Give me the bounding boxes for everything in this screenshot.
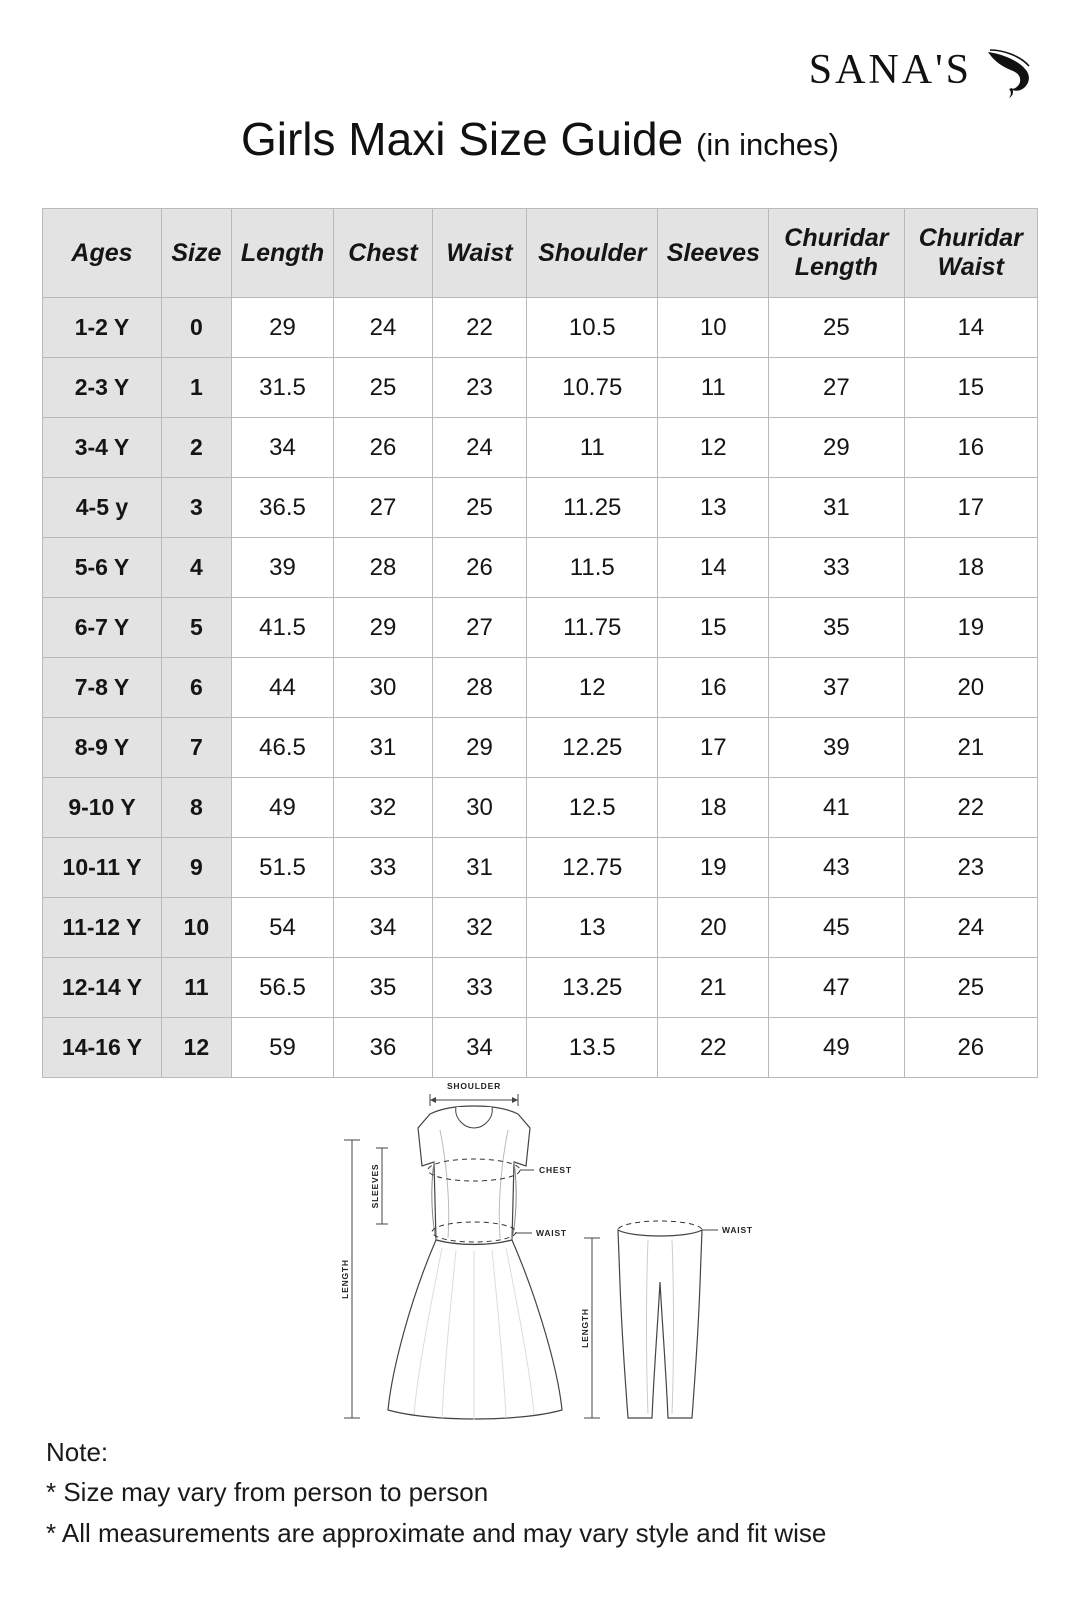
cell-chest: 29 — [334, 598, 432, 658]
cell-sleeves: 16 — [658, 658, 769, 718]
measurement-diagram — [330, 1070, 770, 1440]
cell-churidar-length: 45 — [769, 898, 904, 958]
cell-waist: 23 — [432, 358, 526, 418]
cell-shoulder: 10.75 — [527, 358, 658, 418]
page-title-sub: (in inches) — [696, 127, 839, 162]
column-header-waist — [432, 209, 526, 298]
cell-chest: 28 — [334, 538, 432, 598]
notes-line-1: * Size may vary from person to person — [46, 1477, 489, 1508]
cell-churidar-length: 37 — [769, 658, 904, 718]
cell-length: 36.5 — [231, 478, 334, 538]
cell-shoulder: 13.5 — [527, 1018, 658, 1078]
cell-churidar-waist: 17 — [904, 478, 1037, 538]
cell-churidar-waist: 15 — [904, 358, 1037, 418]
cell-churidar-length: 31 — [769, 478, 904, 538]
cell-waist: 24 — [432, 418, 526, 478]
table-row — [43, 538, 1038, 598]
header-text: Sleeves — [666, 238, 760, 267]
cell-chest: 26 — [334, 418, 432, 478]
cell-age: 6-7 Y — [43, 598, 162, 658]
cell-sleeves: 17 — [658, 718, 769, 778]
cell-churidar-length: 49 — [769, 1018, 904, 1078]
cell-churidar-waist: 24 — [904, 898, 1037, 958]
diagram-label-shoulder: SHOULDER — [446, 1081, 502, 1091]
cell-shoulder: 13 — [527, 898, 658, 958]
cell-chest: 33 — [334, 838, 432, 898]
cell-chest: 32 — [334, 778, 432, 838]
cell-shoulder: 11.25 — [527, 478, 658, 538]
cell-sleeves: 10 — [658, 298, 769, 358]
cell-length: 46.5 — [231, 718, 334, 778]
cell-sleeves: 19 — [658, 838, 769, 898]
cell-churidar-length: 33 — [769, 538, 904, 598]
table-row — [43, 838, 1038, 898]
cell-sleeves: 15 — [658, 598, 769, 658]
cell-churidar-waist: 16 — [904, 418, 1037, 478]
cell-churidar-waist: 26 — [904, 1018, 1037, 1078]
cell-size: 8 — [161, 778, 231, 838]
notes-heading: Note: — [46, 1437, 109, 1467]
cell-waist: 30 — [432, 778, 526, 838]
table-header-row — [43, 209, 1038, 298]
diagram-label-waist: WAIST — [536, 1228, 567, 1238]
cell-chest: 34 — [334, 898, 432, 958]
cell-size: 5 — [161, 598, 231, 658]
column-header-chest — [334, 209, 432, 298]
cell-shoulder: 12.75 — [527, 838, 658, 898]
size-table-container — [42, 208, 1038, 1078]
cell-chest: 24 — [334, 298, 432, 358]
cell-churidar-waist: 19 — [904, 598, 1037, 658]
diagram-label-pants-waist: WAIST — [722, 1225, 753, 1235]
table-row — [43, 418, 1038, 478]
cell-length: 41.5 — [231, 598, 334, 658]
cell-churidar-waist: 14 — [904, 298, 1037, 358]
column-header-shoulder — [527, 209, 658, 298]
cell-shoulder: 11 — [527, 418, 658, 478]
cell-shoulder: 12 — [527, 658, 658, 718]
brand-name: SANA'S — [808, 47, 972, 93]
table-row — [43, 958, 1038, 1018]
cell-shoulder: 11.5 — [527, 538, 658, 598]
cell-sleeves: 11 — [658, 358, 769, 418]
cell-size: 7 — [161, 718, 231, 778]
cell-churidar-length: 47 — [769, 958, 904, 1018]
header-text: Ages — [71, 238, 133, 267]
cell-age: 3-4 Y — [43, 418, 162, 478]
cell-chest: 27 — [334, 478, 432, 538]
cell-size: 9 — [161, 838, 231, 898]
cell-waist: 26 — [432, 538, 526, 598]
header-text: Length — [240, 238, 325, 267]
header-text: Size — [171, 238, 222, 267]
size-table-body — [43, 298, 1038, 1078]
table-row — [43, 658, 1038, 718]
cell-size: 6 — [161, 658, 231, 718]
cell-sleeves: 21 — [658, 958, 769, 1018]
cell-size: 3 — [161, 478, 231, 538]
cell-size: 2 — [161, 418, 231, 478]
header-text-line1: Churidar — [918, 224, 1023, 253]
cell-age: 2-3 Y — [43, 358, 162, 418]
size-table-head — [43, 209, 1038, 298]
cell-sleeves: 20 — [658, 898, 769, 958]
table-row — [43, 358, 1038, 418]
cell-shoulder: 11.75 — [527, 598, 658, 658]
cell-chest: 30 — [334, 658, 432, 718]
header-text-line2: Length — [794, 253, 879, 281]
cell-age: 10-11 Y — [43, 838, 162, 898]
header-text-line2: Waist — [937, 253, 1004, 281]
cell-shoulder: 10.5 — [527, 298, 658, 358]
cell-age: 12-14 Y — [43, 958, 162, 1018]
cell-churidar-waist: 23 — [904, 838, 1037, 898]
cell-sleeves: 12 — [658, 418, 769, 478]
cell-chest: 25 — [334, 358, 432, 418]
table-row — [43, 298, 1038, 358]
cell-waist: 33 — [432, 958, 526, 1018]
cell-churidar-length: 29 — [769, 418, 904, 478]
cell-age: 11-12 Y — [43, 898, 162, 958]
cell-age: 9-10 Y — [43, 778, 162, 838]
table-row — [43, 898, 1038, 958]
cell-churidar-waist: 25 — [904, 958, 1037, 1018]
cell-churidar-waist: 20 — [904, 658, 1037, 718]
column-header-sleeves — [658, 209, 769, 298]
cell-age: 14-16 Y — [43, 1018, 162, 1078]
page-title — [0, 112, 1080, 166]
header-text: Shoulder — [538, 238, 647, 267]
cell-size: 11 — [161, 958, 231, 1018]
cell-shoulder: 12.5 — [527, 778, 658, 838]
cell-waist: 22 — [432, 298, 526, 358]
cell-length: 34 — [231, 418, 334, 478]
header-text: Chest — [348, 238, 418, 267]
cell-sleeves: 22 — [658, 1018, 769, 1078]
cell-age: 7-8 Y — [43, 658, 162, 718]
cell-length: 56.5 — [231, 958, 334, 1018]
cell-size: 4 — [161, 538, 231, 598]
diagram-label-sleeves: SLEEVES — [370, 1163, 380, 1209]
cell-age: 5-6 Y — [43, 538, 162, 598]
cell-size: 12 — [161, 1018, 231, 1078]
cell-chest: 36 — [334, 1018, 432, 1078]
cell-length: 54 — [231, 898, 334, 958]
cell-chest: 35 — [334, 958, 432, 1018]
cell-size: 1 — [161, 358, 231, 418]
size-table — [42, 208, 1038, 1078]
cell-sleeves: 14 — [658, 538, 769, 598]
cell-sleeves: 13 — [658, 478, 769, 538]
cell-churidar-length: 39 — [769, 718, 904, 778]
cell-waist: 34 — [432, 1018, 526, 1078]
column-header-churidar-waist — [904, 209, 1037, 298]
cell-waist: 32 — [432, 898, 526, 958]
cell-waist: 31 — [432, 838, 526, 898]
table-row — [43, 1018, 1038, 1078]
cell-churidar-waist: 21 — [904, 718, 1037, 778]
cell-churidar-length: 43 — [769, 838, 904, 898]
diagram-label-chest: CHEST — [539, 1165, 572, 1175]
cell-age: 4-5 y — [43, 478, 162, 538]
cell-length: 39 — [231, 538, 334, 598]
table-row — [43, 718, 1038, 778]
cell-waist: 25 — [432, 478, 526, 538]
cell-waist: 29 — [432, 718, 526, 778]
cell-length: 59 — [231, 1018, 334, 1078]
cell-churidar-waist: 22 — [904, 778, 1037, 838]
cell-age: 1-2 Y — [43, 298, 162, 358]
cell-shoulder: 12.25 — [527, 718, 658, 778]
table-row — [43, 478, 1038, 538]
column-header-ages — [43, 209, 162, 298]
table-row — [43, 598, 1038, 658]
cell-waist: 27 — [432, 598, 526, 658]
cell-sleeves: 18 — [658, 778, 769, 838]
header-text-line1: Churidar — [784, 224, 889, 253]
cell-length: 49 — [231, 778, 334, 838]
column-header-size — [161, 209, 231, 298]
cell-length: 51.5 — [231, 838, 334, 898]
cell-churidar-waist: 18 — [904, 538, 1037, 598]
swan-flourish-icon — [982, 44, 1038, 100]
notes-section — [46, 1432, 1046, 1553]
cell-shoulder: 13.25 — [527, 958, 658, 1018]
notes-line-2: * All measurements are approximate and may vary style and fit wise — [46, 1517, 827, 1548]
cell-size: 0 — [161, 298, 231, 358]
page-title-main: Girls Maxi Size Guide — [240, 113, 696, 165]
cell-churidar-length: 35 — [769, 598, 904, 658]
header-text: Waist — [446, 238, 513, 267]
cell-size: 10 — [161, 898, 231, 958]
table-row — [43, 778, 1038, 838]
cell-length: 31.5 — [231, 358, 334, 418]
brand-logo — [809, 42, 1038, 98]
cell-age: 8-9 Y — [43, 718, 162, 778]
diagram-label-pants-length: LENGTH — [580, 1308, 590, 1348]
cell-length: 44 — [231, 658, 334, 718]
cell-length: 29 — [231, 298, 334, 358]
column-header-length — [231, 209, 334, 298]
cell-waist: 28 — [432, 658, 526, 718]
cell-churidar-length: 25 — [769, 298, 904, 358]
cell-churidar-length: 27 — [769, 358, 904, 418]
cell-chest: 31 — [334, 718, 432, 778]
cell-churidar-length: 41 — [769, 778, 904, 838]
diagram-label-length: LENGTH — [340, 1259, 350, 1299]
column-header-churidar-length — [769, 209, 904, 298]
